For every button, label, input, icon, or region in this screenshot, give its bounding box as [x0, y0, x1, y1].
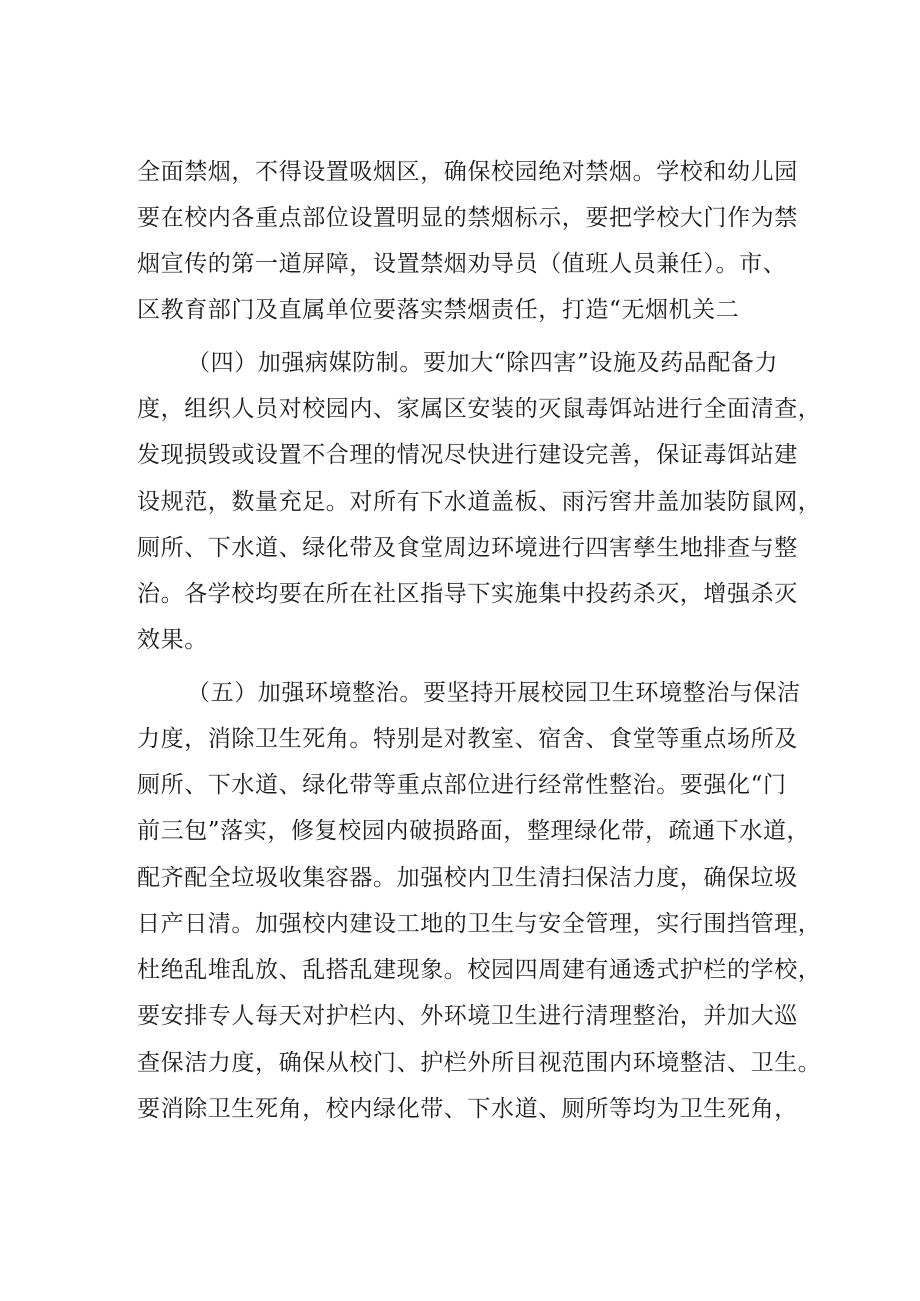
text-line: 要消除卫生死角，校内绿化带、下水道、厕所等均为卫生死角，: [137, 1096, 798, 1122]
text-line: 厕所、下水道、绿化带及食堂周边环境进行四害孳生地排查与整: [137, 535, 798, 561]
text-line: 度，组织人员对校园内、家属区安装的灭鼠毒饵站进行全面清查，: [137, 396, 822, 422]
text-line: 烟宣传的第一道屏障，设置禁烟劝导员（值班人员兼任）。市、: [137, 251, 787, 277]
text-line: 效果。: [137, 627, 208, 653]
text-line: 要安排专人每天对护栏内、外环境卫生进行清理整治，并加大巡: [137, 1003, 798, 1029]
text-line: 配齐配全垃圾收集容器。加强校内卫生清扫保洁力度，确保垃圾: [137, 865, 798, 891]
text-line: 治。各学校均要在所在社区指导下实施集中投药杀灭，增强杀灭: [137, 581, 798, 607]
text-line: 全面禁烟，不得设置吸烟区，确保校园绝对禁烟。学校和幼儿园: [137, 159, 798, 185]
text-line: 杜绝乱堆乱放、乱搭乱建现象。校园四周建有通透式护栏的学校，: [137, 957, 822, 983]
text-line: 厕所、下水道、绿化带等重点部位进行经常性整治。要强化“门: [137, 772, 787, 798]
section-heading-line: （四）加强病媒防制。要加大“除四害”设施及药品配备力: [187, 350, 779, 376]
text-line: 区教育部门及直属单位要落实禁烟责任，打造“无烟机关二: [137, 297, 740, 323]
text-line: 要在校内各重点部位设置明显的禁烟标示，要把学校大门作为禁: [137, 205, 798, 231]
text-line: 日产日清。加强校内建设工地的卫生与安全管理，实行围挡管理，: [137, 911, 822, 937]
text-line: 设规范，数量充足。对所有下水道盖板、雨污窖井盖加装防鼠网，: [137, 489, 822, 515]
text-line: 力度，消除卫生死角。特别是对教室、宿舍、食堂等重点场所及: [137, 726, 798, 752]
text-line: 前三包”落实，修复校园内破损路面，整理绿化带，疏通下水道，: [137, 818, 811, 844]
text-line: 查保洁力度，确保从校门、护栏外所目视范围内环境整洁、卫生。: [137, 1050, 822, 1076]
section-heading-line: （五）加强环境整治。要坚持开展校园卫生环境整治与保洁: [187, 680, 801, 706]
text-line: 发现损毁或设置不合理的情况尽快进行建设完善，保证毒饵站建: [137, 442, 798, 468]
